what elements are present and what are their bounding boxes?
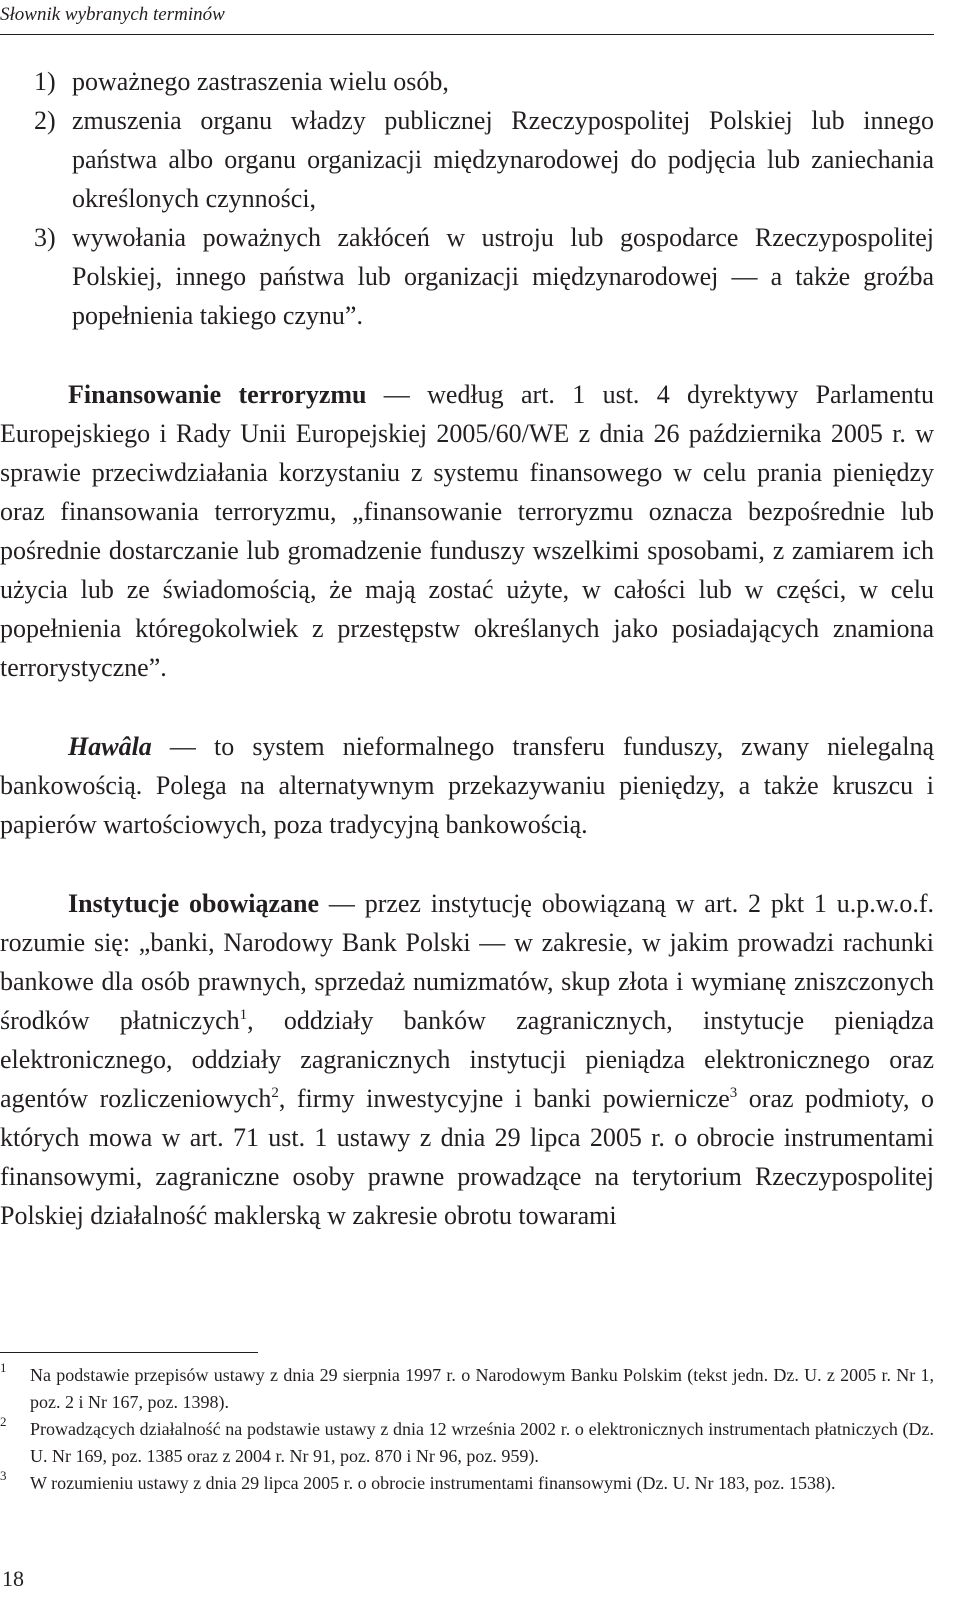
list-item-number: 1) bbox=[34, 67, 56, 96]
term-financing: Finansowanie terroryzmu bbox=[68, 380, 367, 409]
list-item-number: 2) bbox=[34, 106, 56, 135]
footnote-number: 3 bbox=[0, 1468, 7, 1483]
footnote-ref-2: 2 bbox=[271, 1085, 279, 1101]
footnote-number: 1 bbox=[0, 1360, 7, 1375]
list-item bbox=[34, 62, 934, 101]
footnote bbox=[0, 1362, 934, 1416]
header-rule bbox=[0, 34, 934, 35]
definition-institutions-part-3: , firmy inwestycyjne i banki powiernicze bbox=[278, 1084, 730, 1113]
entry-hawala bbox=[0, 727, 934, 844]
list-item-number: 3) bbox=[34, 223, 56, 252]
definition-financing: — według art. 1 ust. 4 dyrektywy Parlamentu Europejskiego i Rady Unii Europejskiej 2005/60/WE z dnia 26 października 2005 r. w sprawie przeciwdziałania korzystaniu z systemu finansowego w celu prania pieniędzy oraz finansowania terroryzmu, „finansowanie terroryzmu oznacza bezpośrednie lub pośrednie dostarczanie lub gromadzenie funduszy wszelkimi sposobami, z zamiarem ich użycia lub ze świadomością, że mają zostać użyte, w całości lub w części, w celu popełnienia któregokolwiek z przestępstw określanych jako posiadających znamiona terrorystyczne”. bbox=[0, 380, 934, 682]
footnotes bbox=[0, 1362, 934, 1497]
definition-institutions-part-1: — przez instytucję obowiązaną w art. 2 pkt 1 u.p.w.o.f. rozumie się: „banki, Narodowy Bank Polski — w zakresie, w jakim prowadzi rachunki bankowe dla osób prawnych, sprzedaż numizmatów, skup złota i wymianę zniszczonych środków płatniczych bbox=[0, 889, 934, 1035]
list-item bbox=[34, 218, 934, 335]
footnote-text: W rozumieniu ustawy z dnia 29 lipca 2005 r. o obrocie instrumentami finansowymi (Dz. U. Nr 183, poz. 1538). bbox=[30, 1473, 836, 1493]
footnote-rule bbox=[0, 1352, 258, 1353]
footnote-ref-3: 3 bbox=[729, 1085, 738, 1101]
footnote bbox=[0, 1416, 934, 1470]
running-header: Słownik wybranych terminów bbox=[0, 4, 225, 25]
list-item-text: poważnego zastraszenia wielu osób, bbox=[72, 67, 449, 96]
footnote-ref-1: 1 bbox=[239, 1007, 248, 1023]
footnote-text: Prowadzących działalność na podstawie ustawy z dnia 12 września 2002 r. o elektronicznych instrumentach płatniczych (Dz. U. Nr 169, poz. 1385 oraz z 2004 r. Nr 91, poz. 870 i Nr 96, poz. 959). bbox=[30, 1419, 934, 1466]
term-institutions: Instytucje obowiązane bbox=[68, 889, 320, 918]
page-number: 18 bbox=[2, 1566, 24, 1591]
entry-institutions bbox=[0, 884, 934, 1235]
entry-financing bbox=[0, 375, 934, 687]
terrorism-definition-list bbox=[0, 62, 934, 335]
list-item-text: wywołania poważnych zakłóceń w ustroju lub gospodarce Rzeczypospolitej Polskiej, innego państwa lub organizacji międzynarodowej — a także groźba popełnienia takiego czynu”. bbox=[72, 223, 934, 330]
definition-hawala: — to system nieformalnego transferu funduszy, zwany nielegalną bankowością. Polega na alternatywnym przekazywaniu pieniędzy, a także kruszcu i papierów wartościowych, poza tradycyjną bankowością. bbox=[0, 732, 934, 839]
definition-institutions-part-4: oraz podmioty, o których mowa w art. 71 ust. 1 ustawy z dnia 29 lipca 2005 r. o obrocie instrumentami finansowymi, zagraniczne osoby prawne prowadzące na terytorium Rzeczypospolitej Polskiej działalność maklerską w zakresie obrotu towarami bbox=[0, 1084, 934, 1230]
definition-institutions-part-2: , oddziały banków zagranicznych, instytucje pieniądza elektronicznego, oddziały zagranicznych instytucji pieniądza elektronicznego oraz agentów rozliczeniowych bbox=[0, 1006, 934, 1113]
footnote-text: Na podstawie przepisów ustawy z dnia 29 sierpnia 1997 r. o Narodowym Banku Polskim (tekst jedn. Dz. U. z 2005 r. Nr 1, poz. 2 i Nr 167, poz. 1398). bbox=[30, 1365, 934, 1412]
footnote-number: 2 bbox=[0, 1414, 7, 1429]
main-text bbox=[0, 62, 934, 1235]
list-item bbox=[34, 101, 934, 218]
footnote bbox=[0, 1470, 934, 1497]
term-hawala: Hawâla bbox=[68, 732, 152, 761]
list-item-text: zmuszenia organu władzy publicznej Rzeczypospolitej Polskiej lub innego państwa albo organu organizacji międzynarodowej do podjęcia lub zaniechania określonych czynności, bbox=[72, 106, 934, 213]
